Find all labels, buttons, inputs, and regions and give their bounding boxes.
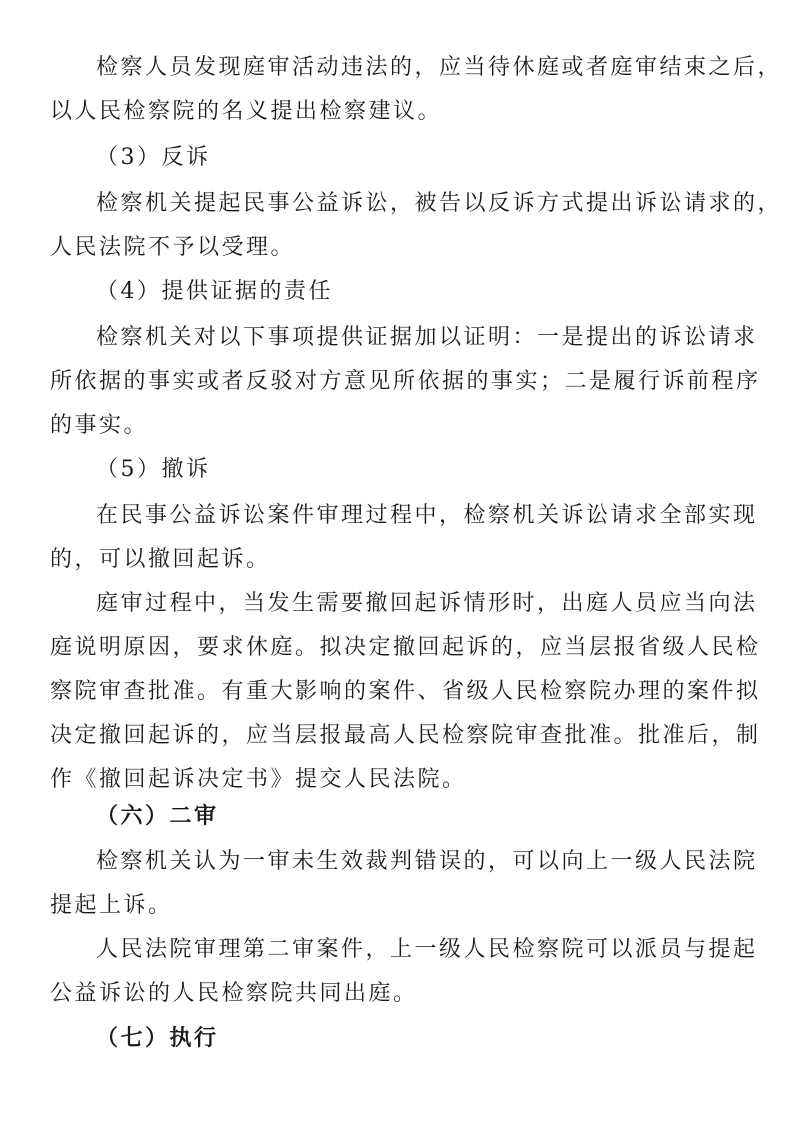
text-line: 作《撤回起诉决定书》提交人民法院。 bbox=[50, 767, 467, 792]
text-line: 提起上诉。 bbox=[50, 893, 173, 918]
heading-withdrawal: （5）撤诉 bbox=[96, 457, 211, 482]
text-line: 公益诉讼的人民检察院共同出庭。 bbox=[50, 981, 418, 1006]
paragraph-burden-of-proof bbox=[50, 316, 761, 448]
text-line: 察院审查批准。有重大影响的案件、省级人民检察院办理的案件拟 bbox=[50, 679, 761, 704]
heading-second-instance: （六）二审 bbox=[96, 803, 219, 829]
paragraph-second-instance-1 bbox=[50, 840, 758, 928]
text-line: 在民事公益诉讼案件审理过程中，检察机关诉讼请求全部实现 bbox=[96, 503, 758, 528]
text-line: 检察人员发现庭审活动违法的，应当待休庭或者庭审结束之后， bbox=[96, 55, 783, 80]
text-line: 庭审过程中，当发生需要撤回起诉情形时，出庭人员应当向法 bbox=[96, 591, 758, 616]
heading-burden-of-proof: （4）提供证据的责任 bbox=[96, 279, 333, 304]
heading-execution: （七）执行 bbox=[96, 1025, 219, 1051]
text-line: 检察机关提起民事公益诉讼，被告以反诉方式提出诉讼请求的， bbox=[96, 191, 783, 216]
text-line: 的事实。 bbox=[50, 413, 149, 438]
paragraph-withdrawal-2 bbox=[50, 582, 761, 802]
text-line: 人民法院不予以受理。 bbox=[50, 235, 296, 260]
text-line: 庭说明原因，要求休庭。拟决定撤回起诉的，应当层报省级人民检 bbox=[50, 635, 761, 660]
text-line: 检察机关认为一审未生效裁判错误的，可以向上一级人民法院 bbox=[96, 849, 758, 874]
paragraph-withdrawal-1 bbox=[50, 494, 758, 582]
text-line: 所依据的事实或者反驳对方意见所依据的事实；二是履行诉前程序 bbox=[50, 369, 761, 394]
text-line: 检察机关对以下事项提供证据加以证明：一是提出的诉讼请求 bbox=[96, 325, 758, 350]
paragraph-court-violation bbox=[50, 46, 783, 134]
text-line: 人民法院审理第二审案件，上一级人民检察院可以派员与提起 bbox=[96, 937, 758, 962]
text-line: 决定撤回起诉的，应当层报最高人民检察院审查批准。批准后，制 bbox=[50, 723, 761, 748]
text-line: 的，可以撤回起诉。 bbox=[50, 547, 271, 572]
text-line: 以人民检察院的名义提出检察建议。 bbox=[50, 99, 443, 124]
paragraph-counterclaim bbox=[50, 182, 783, 270]
paragraph-second-instance-2 bbox=[50, 928, 758, 1016]
heading-counterclaim: （3）反诉 bbox=[96, 145, 211, 170]
